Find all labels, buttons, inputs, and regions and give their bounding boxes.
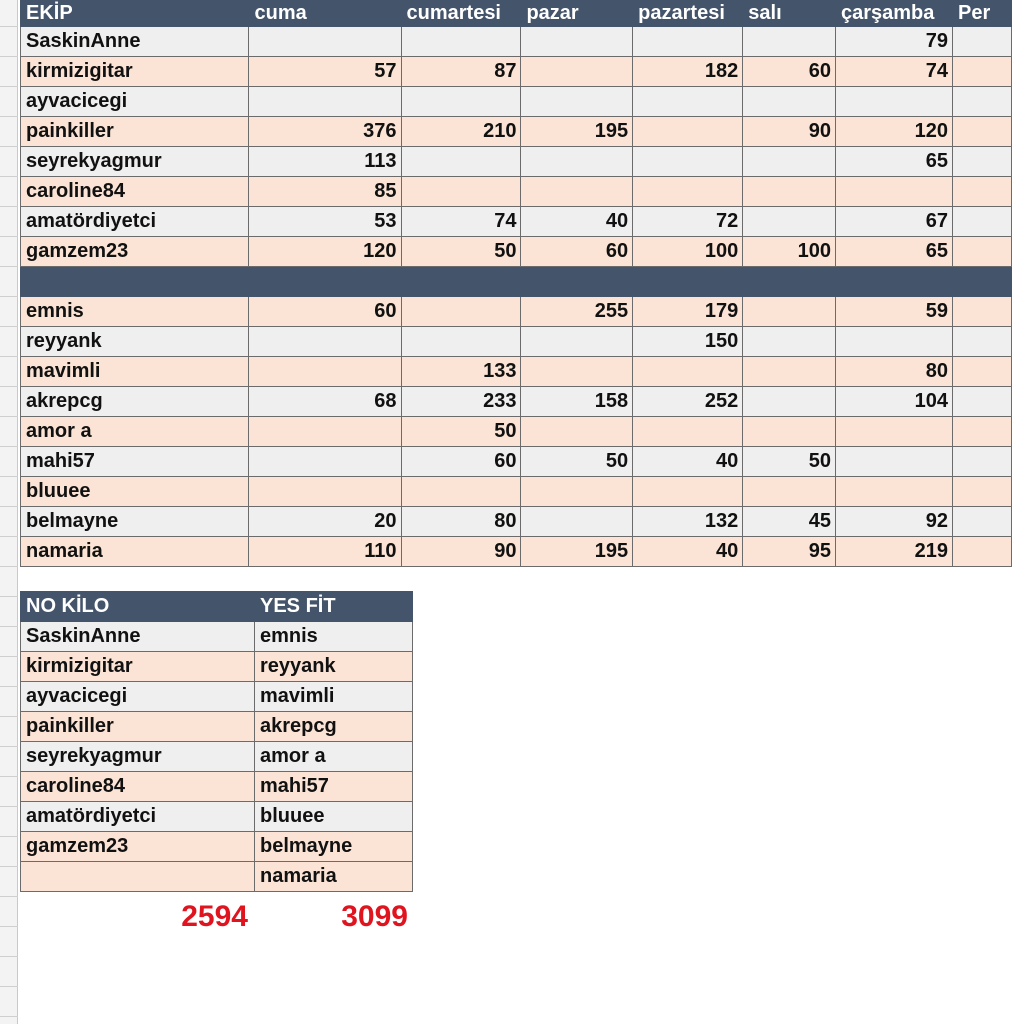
yes-fit-member-cell[interactable]: namaria bbox=[255, 862, 413, 892]
gutter-row-line bbox=[0, 716, 18, 717]
header-cell-day[interactable]: pazar bbox=[521, 1, 633, 27]
total-yes-fit[interactable]: 3099 bbox=[341, 900, 408, 933]
no-kilo-member-cell[interactable]: SaskinAnne bbox=[21, 622, 255, 652]
value-cell[interactable] bbox=[249, 327, 401, 357]
value-cell[interactable]: 59 bbox=[835, 297, 952, 327]
value-cell[interactable] bbox=[953, 267, 1012, 297]
value-cell[interactable]: 80 bbox=[401, 507, 521, 537]
value-cell[interactable]: 50 bbox=[743, 447, 836, 477]
value-cell[interactable] bbox=[249, 477, 401, 507]
table-row bbox=[21, 357, 1012, 387]
value-cell[interactable] bbox=[835, 477, 952, 507]
gutter-row-line bbox=[0, 296, 18, 297]
value-cell[interactable]: 74 bbox=[401, 207, 521, 237]
yes-fit-member-cell[interactable]: mahi57 bbox=[255, 772, 413, 802]
gutter-row-line bbox=[0, 866, 18, 867]
value-cell[interactable] bbox=[953, 57, 1012, 87]
yes-fit-member-cell[interactable]: belmayne bbox=[255, 832, 413, 862]
value-cell[interactable] bbox=[401, 477, 521, 507]
header-cell-team[interactable]: EKİP bbox=[21, 1, 249, 27]
value-cell[interactable] bbox=[743, 87, 836, 117]
value-cell[interactable] bbox=[743, 147, 836, 177]
gutter-row-line bbox=[0, 626, 18, 627]
value-cell[interactable] bbox=[633, 117, 743, 147]
member-name-cell[interactable]: ayvacicegi bbox=[21, 87, 249, 117]
value-cell[interactable] bbox=[835, 177, 952, 207]
value-cell[interactable]: 60 bbox=[401, 447, 521, 477]
value-cell[interactable]: 133 bbox=[401, 357, 521, 387]
value-cell[interactable]: 252 bbox=[633, 387, 743, 417]
value-cell[interactable] bbox=[633, 417, 743, 447]
table-row bbox=[21, 537, 1012, 567]
gutter-row-line bbox=[0, 176, 18, 177]
gutter-row-line bbox=[0, 476, 18, 477]
value-cell[interactable]: 100 bbox=[633, 237, 743, 267]
gutter-row-line bbox=[0, 356, 18, 357]
value-cell[interactable] bbox=[953, 147, 1012, 177]
gutter-row-line bbox=[0, 686, 18, 687]
value-cell[interactable] bbox=[633, 87, 743, 117]
value-cell[interactable]: 210 bbox=[401, 117, 521, 147]
member-name-cell[interactable] bbox=[21, 267, 249, 297]
summary-header-row bbox=[21, 592, 413, 622]
value-cell[interactable] bbox=[743, 327, 836, 357]
gutter-row-line bbox=[0, 506, 18, 507]
summary-row bbox=[21, 802, 413, 832]
value-cell[interactable] bbox=[401, 327, 521, 357]
value-cell[interactable] bbox=[521, 267, 633, 297]
value-cell[interactable]: 120 bbox=[249, 237, 401, 267]
value-cell[interactable]: 57 bbox=[249, 57, 401, 87]
value-cell[interactable] bbox=[953, 237, 1012, 267]
no-kilo-member-cell[interactable]: kirmizigitar bbox=[21, 652, 255, 682]
value-cell[interactable] bbox=[249, 357, 401, 387]
summary-row bbox=[21, 712, 413, 742]
member-name-cell[interactable]: mahi57 bbox=[21, 447, 249, 477]
table-row bbox=[21, 87, 1012, 117]
yes-fit-member-cell[interactable]: bluuee bbox=[255, 802, 413, 832]
value-cell[interactable] bbox=[521, 87, 633, 117]
gutter-row-line bbox=[0, 1016, 18, 1017]
member-name-cell[interactable]: caroline84 bbox=[21, 177, 249, 207]
value-cell[interactable] bbox=[953, 537, 1012, 567]
value-cell[interactable]: 179 bbox=[633, 297, 743, 327]
value-cell[interactable] bbox=[743, 177, 836, 207]
summary-table bbox=[20, 591, 413, 892]
gutter-row-line bbox=[0, 386, 18, 387]
gutter-row-line bbox=[0, 806, 18, 807]
value-cell[interactable] bbox=[633, 477, 743, 507]
value-cell[interactable]: 45 bbox=[743, 507, 836, 537]
value-cell[interactable] bbox=[249, 447, 401, 477]
value-cell[interactable]: 376 bbox=[249, 117, 401, 147]
yes-fit-member-cell[interactable]: emnis bbox=[255, 622, 413, 652]
value-cell[interactable]: 50 bbox=[521, 447, 633, 477]
member-name-cell[interactable]: amor a bbox=[21, 417, 249, 447]
value-cell[interactable] bbox=[835, 267, 952, 297]
value-cell[interactable]: 95 bbox=[743, 537, 836, 567]
table-row bbox=[21, 447, 1012, 477]
table-row bbox=[21, 177, 1012, 207]
member-name-cell[interactable]: kirmizigitar bbox=[21, 57, 249, 87]
value-cell[interactable]: 53 bbox=[249, 207, 401, 237]
value-cell[interactable] bbox=[743, 27, 836, 57]
value-cell[interactable]: 85 bbox=[249, 177, 401, 207]
value-cell[interactable] bbox=[953, 507, 1012, 537]
value-cell[interactable] bbox=[521, 417, 633, 447]
value-cell[interactable] bbox=[743, 267, 836, 297]
value-cell[interactable]: 110 bbox=[249, 537, 401, 567]
table-row bbox=[21, 117, 1012, 147]
no-kilo-member-cell[interactable]: seyrekyagmur bbox=[21, 742, 255, 772]
header-no-kilo[interactable]: NO KİLO bbox=[21, 592, 255, 622]
gutter-row-line bbox=[0, 206, 18, 207]
summary-row bbox=[21, 622, 413, 652]
gutter-row-line bbox=[0, 326, 18, 327]
table-row bbox=[21, 207, 1012, 237]
value-cell[interactable] bbox=[953, 357, 1012, 387]
value-cell[interactable]: 87 bbox=[401, 57, 521, 87]
member-name-cell[interactable]: SaskinAnne bbox=[21, 27, 249, 57]
value-cell[interactable] bbox=[521, 27, 633, 57]
value-cell[interactable] bbox=[953, 117, 1012, 147]
value-cell[interactable]: 74 bbox=[835, 57, 952, 87]
value-cell[interactable] bbox=[401, 27, 521, 57]
total-no-kilo[interactable]: 2594 bbox=[181, 900, 248, 933]
gutter-row-line bbox=[0, 566, 18, 567]
member-name-cell[interactable]: gamzem23 bbox=[21, 237, 249, 267]
gutter-row-line bbox=[0, 236, 18, 237]
value-cell[interactable] bbox=[743, 387, 836, 417]
gutter-row-line bbox=[0, 86, 18, 87]
value-cell[interactable]: 195 bbox=[521, 117, 633, 147]
gutter-row-line bbox=[0, 776, 18, 777]
gutter-row-line bbox=[0, 836, 18, 837]
table-row bbox=[21, 327, 1012, 357]
value-cell[interactable] bbox=[953, 447, 1012, 477]
value-cell[interactable] bbox=[521, 177, 633, 207]
value-cell[interactable] bbox=[743, 477, 836, 507]
header-cell-day[interactable]: cumartesi bbox=[401, 1, 521, 27]
value-cell[interactable]: 182 bbox=[633, 57, 743, 87]
member-name-cell[interactable]: bluuee bbox=[21, 477, 249, 507]
value-cell[interactable]: 90 bbox=[743, 117, 836, 147]
member-name-cell[interactable]: belmayne bbox=[21, 507, 249, 537]
value-cell[interactable] bbox=[835, 87, 952, 117]
table-row bbox=[21, 237, 1012, 267]
value-cell[interactable] bbox=[633, 27, 743, 57]
table-row bbox=[21, 27, 1012, 57]
value-cell[interactable]: 20 bbox=[249, 507, 401, 537]
value-cell[interactable]: 219 bbox=[835, 537, 952, 567]
value-cell[interactable]: 60 bbox=[249, 297, 401, 327]
gutter-row-line bbox=[0, 656, 18, 657]
value-cell[interactable] bbox=[953, 417, 1012, 447]
yes-fit-member-cell[interactable]: reyyank bbox=[255, 652, 413, 682]
value-cell[interactable] bbox=[953, 27, 1012, 57]
summary-row bbox=[21, 832, 413, 862]
summary-row bbox=[21, 862, 413, 892]
member-name-cell[interactable]: reyyank bbox=[21, 327, 249, 357]
value-cell[interactable]: 104 bbox=[835, 387, 952, 417]
table-row bbox=[21, 477, 1012, 507]
summary-row bbox=[21, 682, 413, 712]
no-kilo-member-cell[interactable]: amatördiyetci bbox=[21, 802, 255, 832]
table-row bbox=[21, 507, 1012, 537]
value-cell[interactable] bbox=[521, 57, 633, 87]
table-row bbox=[21, 387, 1012, 417]
yes-fit-member-cell[interactable]: amor a bbox=[255, 742, 413, 772]
value-cell[interactable]: 113 bbox=[249, 147, 401, 177]
value-cell[interactable]: 79 bbox=[835, 27, 952, 57]
gutter-row-line bbox=[0, 536, 18, 537]
value-cell[interactable] bbox=[953, 87, 1012, 117]
value-cell[interactable]: 132 bbox=[633, 507, 743, 537]
member-name-cell[interactable]: mavimli bbox=[21, 357, 249, 387]
summary-row bbox=[21, 742, 413, 772]
member-name-cell[interactable]: namaria bbox=[21, 537, 249, 567]
value-cell[interactable] bbox=[521, 327, 633, 357]
header-cell-day[interactable]: cuma bbox=[249, 1, 401, 27]
yes-fit-member-cell[interactable]: mavimli bbox=[255, 682, 413, 712]
value-cell[interactable] bbox=[835, 447, 952, 477]
table-row bbox=[21, 57, 1012, 87]
gutter-row-line bbox=[0, 26, 18, 27]
value-cell[interactable]: 60 bbox=[521, 237, 633, 267]
value-cell[interactable]: 40 bbox=[633, 447, 743, 477]
value-cell[interactable] bbox=[633, 177, 743, 207]
summary-row bbox=[21, 772, 413, 802]
gutter-row-line bbox=[0, 896, 18, 897]
header-cell-day[interactable]: pazartesi bbox=[633, 1, 743, 27]
value-cell[interactable]: 100 bbox=[743, 237, 836, 267]
value-cell[interactable] bbox=[401, 87, 521, 117]
no-kilo-member-cell[interactable]: ayvacicegi bbox=[21, 682, 255, 712]
separator-row bbox=[21, 267, 1012, 297]
main-weight-table bbox=[20, 0, 1012, 567]
header-cell-day[interactable]: Per bbox=[953, 1, 1012, 27]
gutter-row-line bbox=[0, 956, 18, 957]
value-cell[interactable]: 72 bbox=[633, 207, 743, 237]
member-name-cell[interactable]: painkiller bbox=[21, 117, 249, 147]
value-cell[interactable] bbox=[953, 387, 1012, 417]
no-kilo-member-cell[interactable] bbox=[21, 862, 255, 892]
member-name-cell[interactable]: akrepcg bbox=[21, 387, 249, 417]
gutter-row-line bbox=[0, 746, 18, 747]
member-name-cell[interactable]: seyrekyagmur bbox=[21, 147, 249, 177]
value-cell[interactable]: 255 bbox=[521, 297, 633, 327]
value-cell[interactable]: 195 bbox=[521, 537, 633, 567]
row-header-gutter bbox=[0, 0, 18, 1024]
value-cell[interactable] bbox=[521, 357, 633, 387]
value-cell[interactable] bbox=[401, 297, 521, 327]
no-kilo-member-cell[interactable]: painkiller bbox=[21, 712, 255, 742]
value-cell[interactable] bbox=[249, 267, 401, 297]
header-cell-day[interactable]: salı bbox=[743, 1, 836, 27]
gutter-row-line bbox=[0, 926, 18, 927]
gutter-row-line bbox=[0, 56, 18, 57]
no-kilo-member-cell[interactable]: caroline84 bbox=[21, 772, 255, 802]
value-cell[interactable] bbox=[953, 477, 1012, 507]
value-cell[interactable]: 67 bbox=[835, 207, 952, 237]
value-cell[interactable] bbox=[835, 417, 952, 447]
value-cell[interactable] bbox=[249, 27, 401, 57]
summary-row bbox=[21, 652, 413, 682]
member-name-cell[interactable]: amatördiyetci bbox=[21, 207, 249, 237]
value-cell[interactable] bbox=[401, 267, 521, 297]
header-yes-fit[interactable]: YES FİT bbox=[255, 592, 413, 622]
header-row bbox=[21, 1, 1012, 27]
value-cell[interactable] bbox=[401, 177, 521, 207]
value-cell[interactable]: 233 bbox=[401, 387, 521, 417]
value-cell[interactable]: 80 bbox=[835, 357, 952, 387]
value-cell[interactable]: 65 bbox=[835, 237, 952, 267]
table-row bbox=[21, 297, 1012, 327]
value-cell[interactable] bbox=[521, 477, 633, 507]
gutter-row-line bbox=[0, 986, 18, 987]
value-cell[interactable] bbox=[743, 207, 836, 237]
value-cell[interactable]: 40 bbox=[521, 207, 633, 237]
value-cell[interactable]: 65 bbox=[835, 147, 952, 177]
value-cell[interactable] bbox=[633, 357, 743, 387]
member-name-cell[interactable]: emnis bbox=[21, 297, 249, 327]
gutter-row-line bbox=[0, 266, 18, 267]
table-row bbox=[21, 147, 1012, 177]
value-cell[interactable]: 50 bbox=[401, 417, 521, 447]
gutter-row-line bbox=[0, 596, 18, 597]
gutter-row-line bbox=[0, 146, 18, 147]
value-cell[interactable] bbox=[953, 177, 1012, 207]
value-cell[interactable] bbox=[743, 357, 836, 387]
value-cell[interactable]: 120 bbox=[835, 117, 952, 147]
value-cell[interactable] bbox=[521, 507, 633, 537]
gutter-row-line bbox=[0, 446, 18, 447]
value-cell[interactable] bbox=[633, 267, 743, 297]
value-cell[interactable]: 158 bbox=[521, 387, 633, 417]
value-cell[interactable] bbox=[835, 327, 952, 357]
value-cell[interactable] bbox=[401, 147, 521, 177]
value-cell[interactable] bbox=[953, 207, 1012, 237]
value-cell[interactable] bbox=[743, 297, 836, 327]
gutter-row-line bbox=[0, 416, 18, 417]
no-kilo-member-cell[interactable]: gamzem23 bbox=[21, 832, 255, 862]
header-cell-day[interactable]: çarşamba bbox=[835, 1, 952, 27]
value-cell[interactable] bbox=[953, 297, 1012, 327]
value-cell[interactable] bbox=[521, 147, 633, 177]
value-cell[interactable]: 68 bbox=[249, 387, 401, 417]
value-cell[interactable]: 92 bbox=[835, 507, 952, 537]
value-cell[interactable]: 60 bbox=[743, 57, 836, 87]
value-cell[interactable] bbox=[633, 147, 743, 177]
value-cell[interactable] bbox=[953, 327, 1012, 357]
value-cell[interactable] bbox=[249, 87, 401, 117]
table-row bbox=[21, 417, 1012, 447]
value-cell[interactable] bbox=[249, 417, 401, 447]
value-cell[interactable]: 50 bbox=[401, 237, 521, 267]
value-cell[interactable]: 40 bbox=[633, 537, 743, 567]
value-cell[interactable] bbox=[743, 417, 836, 447]
yes-fit-member-cell[interactable]: akrepcg bbox=[255, 712, 413, 742]
value-cell[interactable]: 150 bbox=[633, 327, 743, 357]
value-cell[interactable]: 90 bbox=[401, 537, 521, 567]
gutter-row-line bbox=[0, 116, 18, 117]
